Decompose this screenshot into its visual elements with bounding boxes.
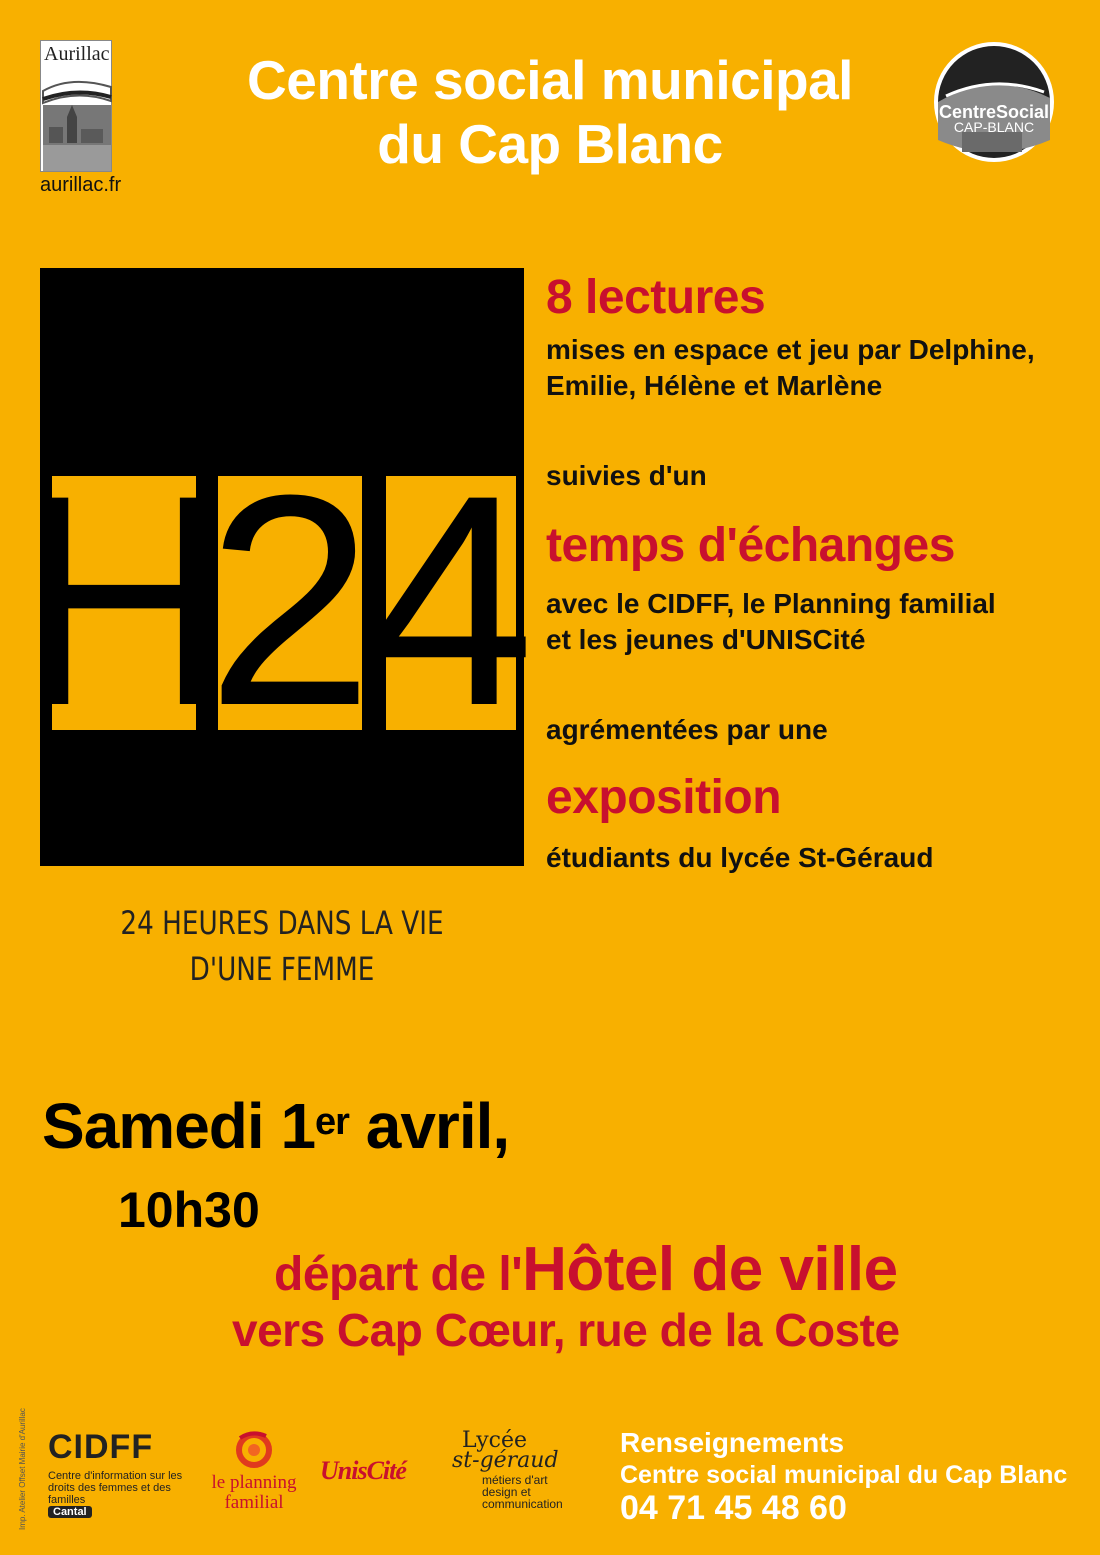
aurillac-logo — [40, 40, 114, 170]
lycee-logo-line-3: métiers d'art design et communication — [482, 1473, 563, 1511]
contact-phone[interactable]: 04 71 45 48 60 — [620, 1489, 847, 1527]
aurillac-url: aurillac.fr — [40, 174, 122, 196]
event-time: 10h30 — [118, 1182, 260, 1238]
departure-place: Hôtel de ville — [522, 1235, 898, 1304]
connector-suivies: suivies d'un — [546, 460, 707, 491]
planning-familial-logo — [204, 1428, 304, 1518]
echanges-title: temps d'échanges — [546, 519, 955, 572]
echanges-description-line-1: avec le CIDFF, le Planning familial — [546, 588, 996, 619]
lectures-description — [546, 332, 1035, 404]
title-line-2: du Cap Blanc — [377, 113, 723, 175]
centre-social-logo — [932, 40, 1056, 164]
h24-letter-2: 2 — [206, 432, 374, 768]
exposition-description: étudiants du lycée St-Géraud — [546, 842, 934, 873]
contact-heading: Renseignements — [620, 1427, 845, 1458]
uniscite-logo: UnisCité — [320, 1456, 406, 1485]
title-line-1: Centre social municipal — [247, 49, 853, 111]
planning-logo-line-1: le planning — [211, 1472, 297, 1493]
lectures-description-line-2: Emilie, Hélène et Marlène — [546, 370, 883, 401]
event-day: Samedi 1 — [42, 1090, 316, 1162]
event-date — [42, 1090, 509, 1162]
cidff-logo — [48, 1428, 198, 1518]
exposition-title: exposition — [546, 771, 782, 824]
departure-prefix: départ de l' — [274, 1248, 523, 1301]
lectures-description-line-1: mises en espace et jeu par Delphine, — [546, 334, 1035, 365]
page-title — [200, 48, 900, 176]
lycee-logo-line-1: Lycée — [462, 1428, 528, 1453]
h24-letter-h: H — [15, 432, 233, 768]
contact-organization: Centre social municipal du Cap Blanc — [620, 1461, 1068, 1489]
event-departure — [274, 1236, 898, 1309]
echanges-description-line-2: et les jeunes d'UNISCité — [546, 624, 866, 655]
cidff-logo-description: Centre d'information sur les droits des femmes et des familles — [48, 1470, 183, 1506]
event-month: avril, — [348, 1090, 510, 1162]
centre-social-logo-line-1: CentreSocial — [938, 102, 1050, 122]
aurillac-town-icon — [41, 41, 113, 173]
h24-lettering-icon — [15, 268, 535, 866]
centre-social-logo-line-2: CAP-BLANC — [953, 119, 1035, 135]
aurillac-logo-frame — [40, 40, 112, 172]
h24-letter-4: 4 — [367, 432, 535, 768]
planning-swirl-icon — [204, 1428, 304, 1472]
planning-logo-line-2: familial — [224, 1492, 284, 1513]
imprint-text: Imp. Atelier Offset Mairie d'Aurillac — [18, 1408, 27, 1530]
lycee-st-geraud-logo — [452, 1428, 582, 1520]
h24-caption-line-2: D'UNE FEMME — [189, 950, 375, 988]
echanges-description — [546, 586, 996, 658]
event-destination: vers Cap Cœur, rue de la Coste — [232, 1304, 900, 1356]
h24-caption-line-1: 24 HEURES DANS LA VIE — [120, 904, 444, 942]
h24-caption — [84, 900, 481, 992]
lycee-logo-line-2: st-géraud — [452, 1448, 559, 1473]
connector-agrementees: agrémentées par une — [546, 714, 828, 745]
aurillac-logo-name: Aurillac — [44, 43, 110, 65]
cidff-logo-name: CIDFF — [48, 1428, 154, 1466]
lectures-title: 8 lectures — [546, 271, 766, 324]
event-day-suffix: er — [315, 1101, 349, 1143]
cidff-logo-badge: Cantal — [48, 1506, 92, 1518]
